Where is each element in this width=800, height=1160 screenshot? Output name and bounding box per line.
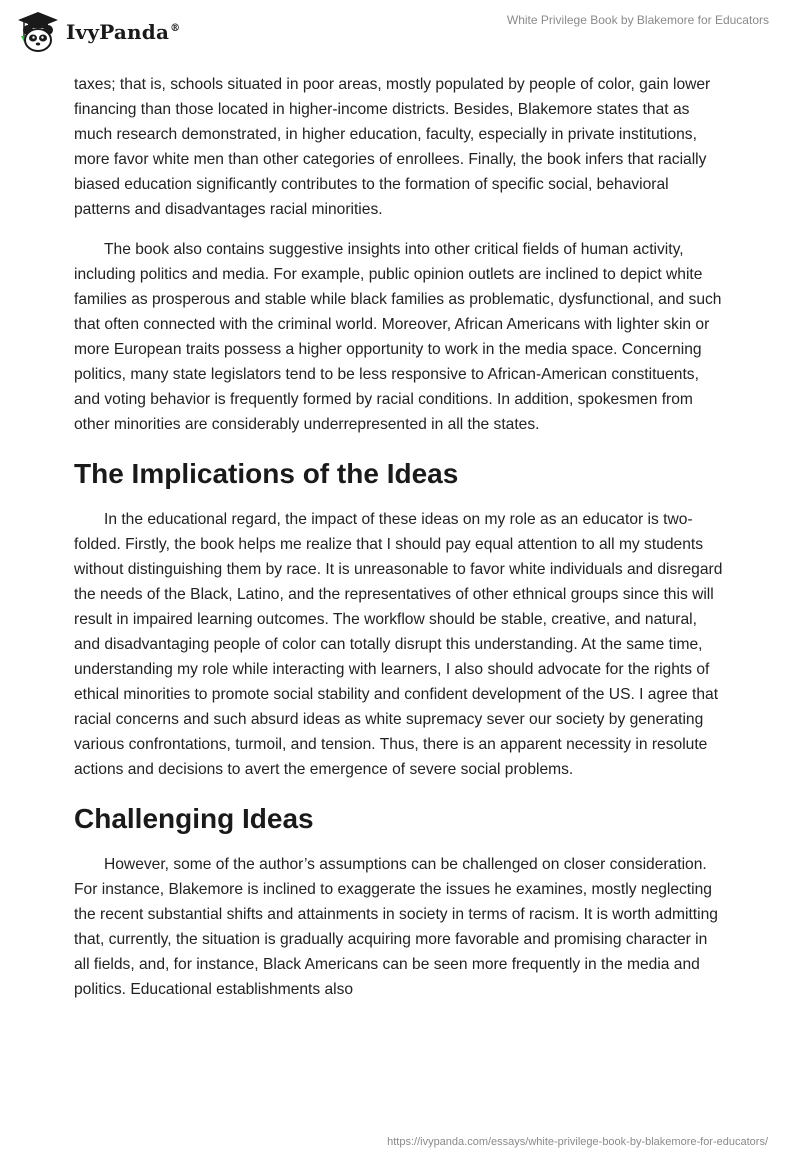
paragraph-1: taxes; that is, schools situated in poor areas, mostly populated by people of color, gain lower financing than those located in higher-income districts. Besides, Blakemore states that as much research demonstrated, in higher education, faculty, especially in private institutions, more favor white men than other categories of enrollees. Finally, the book infers that racially biased education significantly contributes to the formation of specific social, behavioral patterns and disadvantages racial minorities. (74, 76, 711, 218)
source-url[interactable]: https://ivypanda.com/essays/white-privilege-book-by-blakemore-for-educators/ (387, 1136, 768, 1148)
paragraph-2: The book also contains suggestive insights into other critical fields of human activity, including politics and media. For example, public opinion outlets are inclined to depict white families as prosperous and stable while black families as problematic, dysfunctional, and such that often connected with the criminal world. Moreover, African Americans with lighter skin or more European traits possess a higher opportunity to work in the media space. Concerning politics, many state legislators tend to be less responsive to African-American constituents, and voting behavior is frequently formed by racial conditions. In addition, spokesmen from other minorities are considerably underrepresented in all the states. (74, 241, 722, 433)
paragraph-4: However, some of the author’s assumptions can be challenged on closer consideration. For instance, Blakemore is inclined to exaggerate the issues he examines, mostly neglecting the recent substantial shifts and attainments in society in terms of racism. It is worth admitting that, currently, the situation is gradually acquiring more favorable and promising character in all fields, and, for instance, Black Americans can be seen more frequently in the media and politics. Educational establishments also (74, 856, 718, 998)
heading-challenging-ideas: Challenging Ideas (74, 803, 314, 834)
logo-text: IvyPanda® (66, 20, 181, 44)
page-header (0, 0, 800, 72)
ivypanda-logo[interactable] (14, 10, 180, 54)
paragraph-3: In the educational regard, the impact of these ideas on my role as an educator is two-folded. Firstly, the book helps me realize that I should pay equal attention to all my students without distinguishing them by race. It is unreasonable to favor white individuals and disregard the needs of the Black, Latino, and the representatives of other ethnical groups since this will result in impaired learning outcomes. The workflow should be stable, creative, and natural, and disadvantaging people of color can totally disrupt this understanding. At the same time, understanding my role while interacting with learners, I also should advocate for the rights of ethical minorities to promote social stability and confident development of the US. I agree that racial concerns and such absurd ideas as white supremacy sever our society by generating various confrontations, turmoil, and tension. Thus, there is an apparent necessity in resolute actions and decisions to avert the emergence of severe social problems. (74, 511, 723, 778)
document-title: White Privilege Book by Blakemore for Educators (506, 13, 769, 27)
heading-implications: The Implications of the Ideas (74, 458, 459, 489)
essay-content (74, 72, 726, 1017)
panda-mascot-icon (14, 10, 62, 54)
